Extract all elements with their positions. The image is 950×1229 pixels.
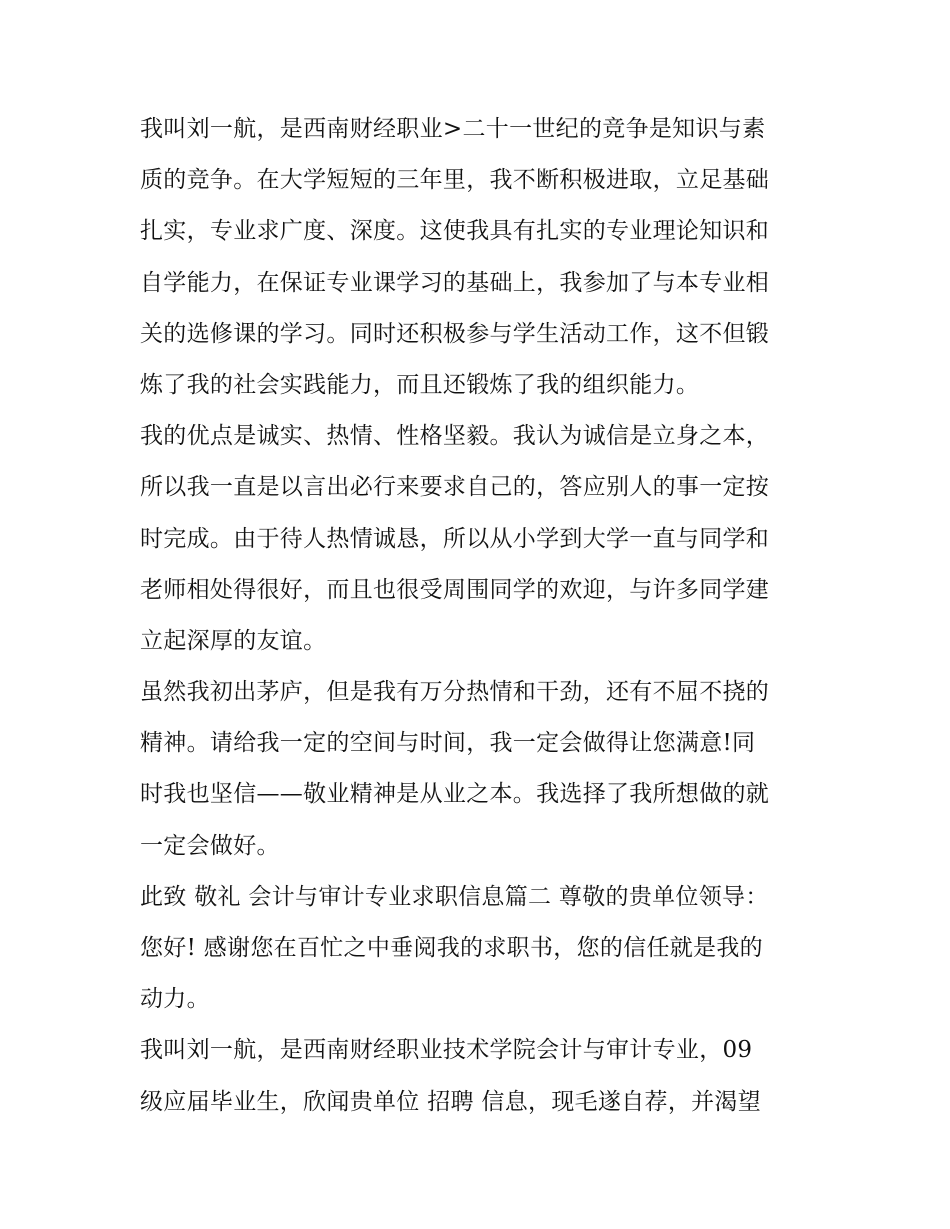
text-line: 扎实，专业求广度、深度。这使我具有扎实的专业理论知识和 — [140, 218, 770, 245]
text-line: 一定会做好。 — [140, 832, 280, 859]
text-line: 此致 敬礼 会计与审计专业求职信息篇二 尊敬的贵单位领导： — [140, 883, 769, 910]
text-line: 关的选修课的学习。同时还积极参与学生活动工作，这不但锻 — [140, 320, 770, 347]
text-line: 自学能力，在保证专业课学习的基础上，我参加了与本专业相 — [140, 269, 770, 296]
text-line: 时我也坚信——敬业精神是从业之本。我选择了我所想做的就 — [140, 781, 770, 808]
text-line: 质的竞争。在大学短短的三年里，我不断积极进取，立足基础 — [140, 167, 770, 194]
text-line: 所以我一直是以言出必行来要求自己的，答应别人的事一定按 — [140, 474, 770, 501]
document-body — [140, 104, 820, 1128]
text-line: 立起深厚的友谊。 — [140, 627, 327, 654]
text-line: 时完成。由于待人热情诚恳，所以从小学到大学一直与同学和 — [140, 525, 770, 552]
text-line: 级应届毕业生，欣闻贵单位 招聘 信息，现毛遂自荐，并渴望 — [140, 1088, 762, 1115]
text-line: 虽然我初出茅庐，但是我有万分热情和干劲，还有不屈不挠的 — [140, 679, 770, 706]
text-line: 我叫刘一航，是西南财经职业>二十一世纪的竞争是知识与素 — [140, 116, 766, 142]
text-line: 动力。 — [140, 986, 210, 1013]
text-line: 我叫刘一航，是西南财经职业技术学院会计与审计专业，09 — [140, 1037, 753, 1064]
text-line: 老师相处得很好，而且也很受周围同学的欢迎，与许多同学建 — [140, 576, 770, 603]
text-line: 我的优点是诚实、热情、性格坚毅。我认为诚信是立身之本， — [140, 423, 770, 450]
text-line: 精神。请给我一定的空间与时间，我一定会做得让您满意!同 — [140, 730, 756, 757]
text-line: 您好! 感谢您在百忙之中垂阅我的求职书，您的信任就是我的 — [140, 935, 763, 961]
text-line: 炼了我的社会实践能力，而且还锻炼了我的组织能力。 — [140, 371, 700, 398]
